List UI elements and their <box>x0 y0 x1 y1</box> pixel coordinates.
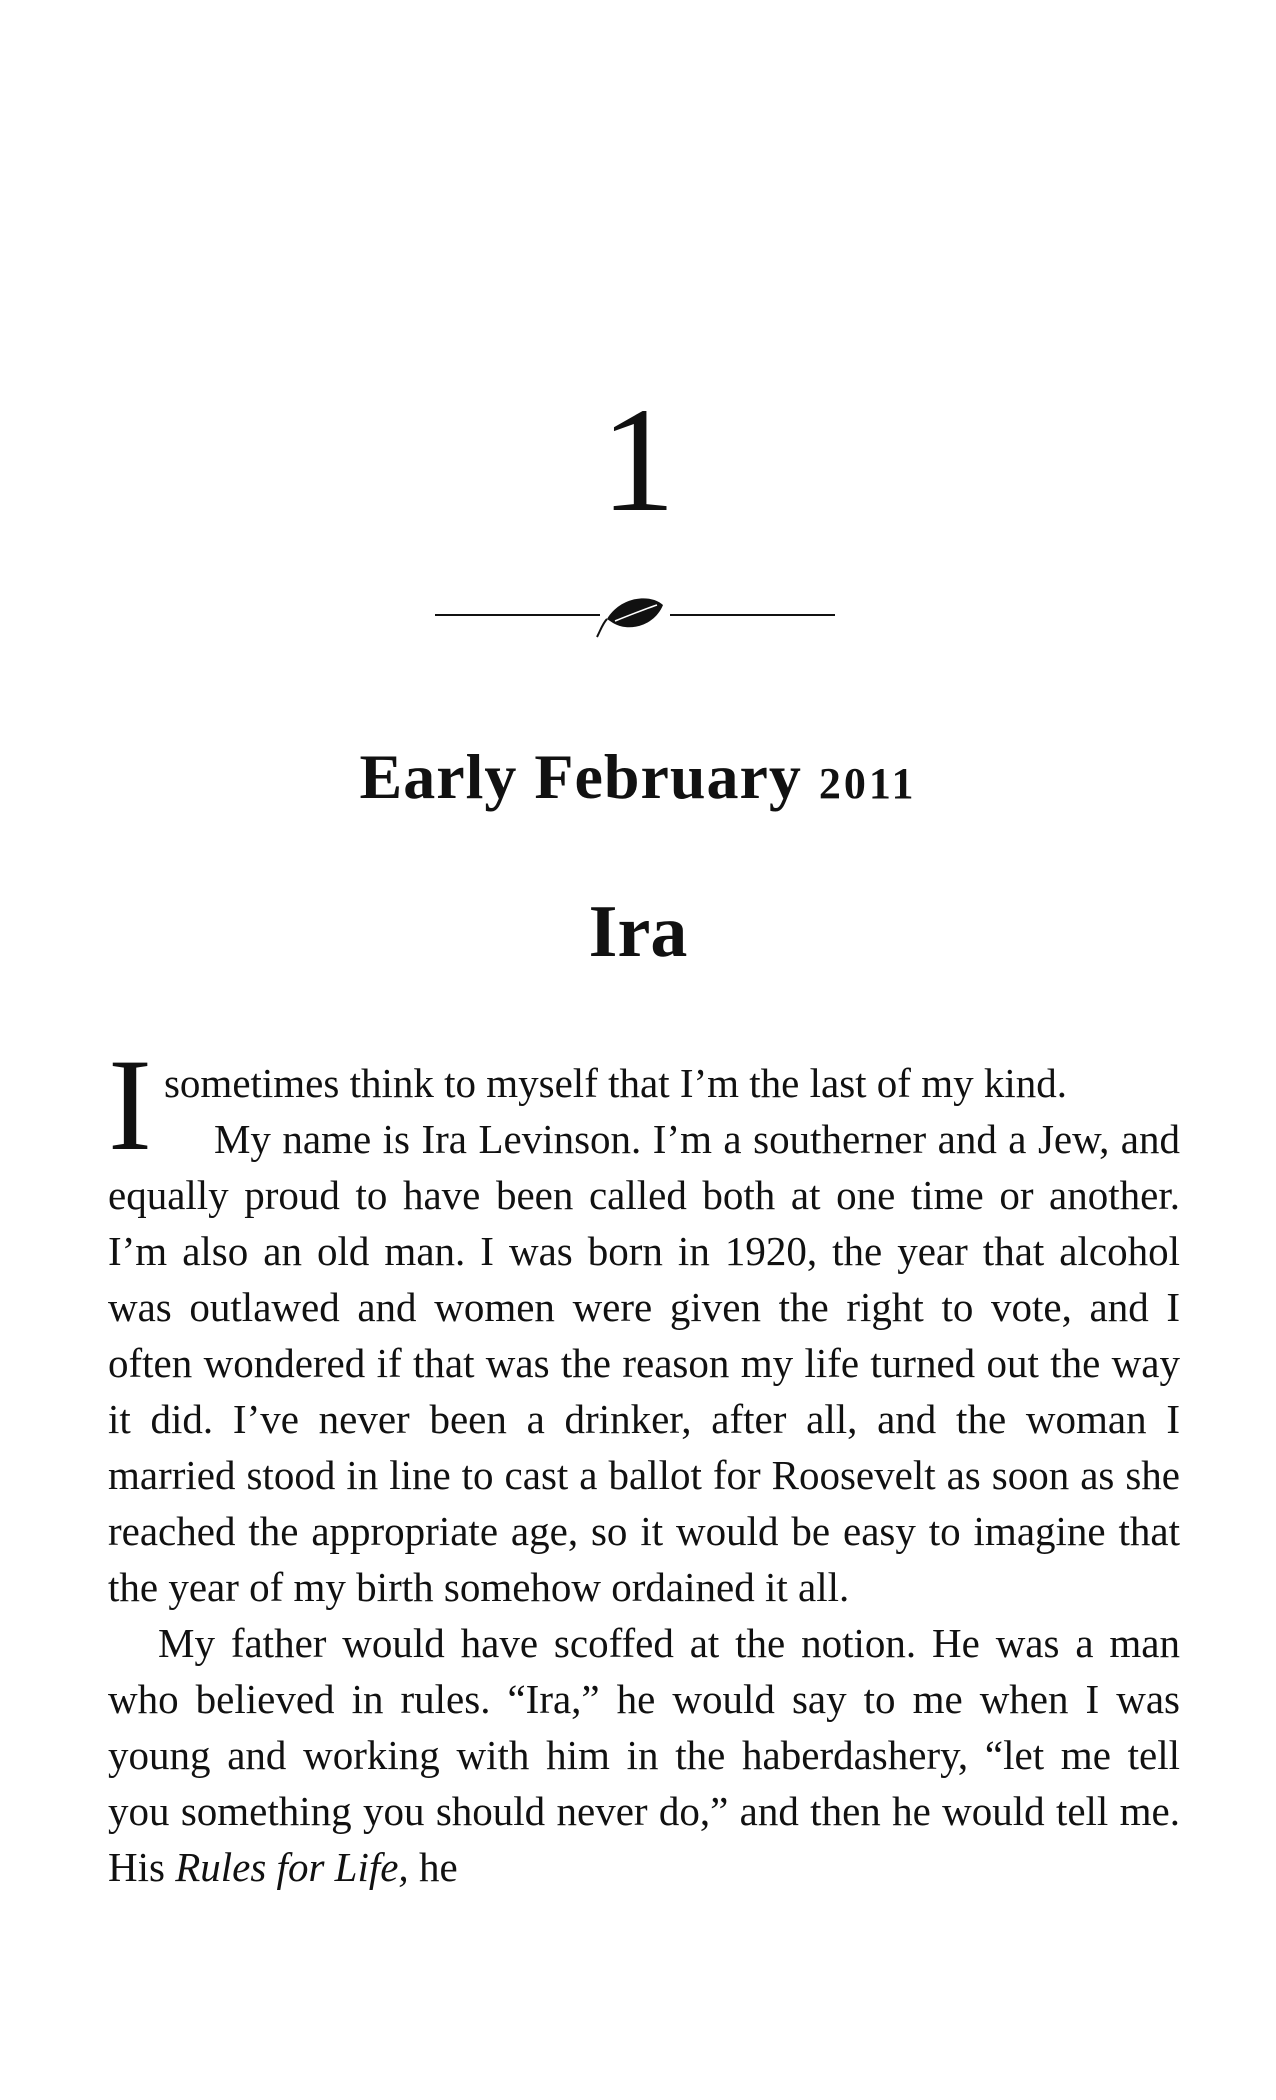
paragraph-3-text-start: My father would have scoffed at the notion. He was a man who believed in rules. “Ira,” he would say to me when I was young and working with him in the haberdashery, “let me tell you something you should never do,” and then he would tell me. His <box>108 1620 1180 1890</box>
chapter-year: 2011 <box>818 759 917 808</box>
leaf-icon <box>597 598 663 637</box>
chapter-date-text: Early February <box>359 741 802 812</box>
paragraph-1-text: sometimes think to myself that I’m the last of my kind. <box>163 1060 1067 1106</box>
chapter-number: 1 <box>600 377 676 543</box>
paragraph-1 <box>108 1031 1180 1178</box>
paragraph-2: My name is Ira Levinson. I’m a southerner and a Jew, and equally proud to have been called both at one time or another. I’m also an old man. I was born in 1920, the year that alcohol was outlawed and women were given the right to vote, and I often wondered if that was the reason my life turned out the way it did. I’ve never been a drinker, after all, and the woman I married stood in line to cast a ballot for Roosevelt as soon as she reached the appropriate age, so it would be easy to imagine that the year of my birth somehow ordained it all. <box>108 1116 1180 1610</box>
chapter-date <box>0 740 1276 814</box>
body-text <box>108 1031 1180 1895</box>
narrator-heading: Ira <box>588 891 688 973</box>
paragraph-3-text-end: he <box>408 1844 458 1890</box>
leaf-ornament-divider <box>435 585 835 645</box>
book-title-italic: Rules for Life, <box>175 1844 409 1890</box>
paragraph-3 <box>108 1615 1180 1895</box>
drop-cap: I <box>108 1031 152 1178</box>
